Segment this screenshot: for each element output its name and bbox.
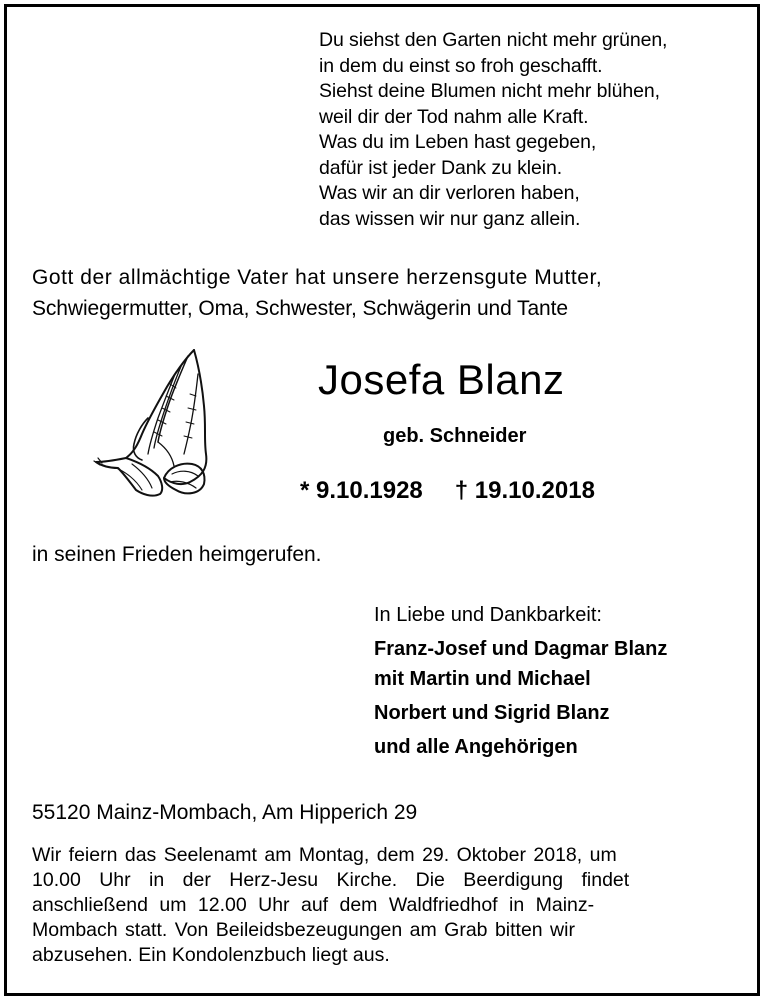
mourners <box>374 600 734 762</box>
intro-line-1: Gott der allmächtige Vater hat unsere herzensgute Mutter, <box>32 266 603 289</box>
deceased-name: Josefa Blanz <box>318 356 565 403</box>
poem-line: Was du im Leben hast gegeben, <box>319 131 597 153</box>
mourners-heading: In Liebe und Dankbarkeit: <box>374 604 602 626</box>
mourner-line: Franz-Josef und Dagmar Blanz <box>374 638 668 660</box>
intro-line-2: Schwiegermutter, Oma, Schwester, Schwägerin und Tante <box>32 297 568 320</box>
poem-line: das wissen wir nur ganz allein. <box>319 207 581 230</box>
poem-line: weil dir der Tod nahm alle Kraft. <box>319 105 589 128</box>
service-line: Mombach statt. Von Beileidsbezeugungen am Grab bitten wir <box>32 919 575 941</box>
poem-line: Du siehst den Garten nicht mehr grünen, <box>319 29 668 51</box>
birth-name: geb. Schneider <box>383 425 527 447</box>
service-line: 10.00 Uhr in der Herz-Jesu Kirche. Die Beerdigung findet <box>32 869 630 891</box>
mourner-line: mit Martin und Michael <box>374 668 591 690</box>
mourner-line: und alle Angehörigen <box>374 736 578 758</box>
mourner-line: Norbert und Sigrid Blanz <box>374 702 610 724</box>
poem-line: Siehst deine Blumen nicht mehr blühen, <box>319 80 660 102</box>
service-line: anschließend um 12.00 Uhr auf dem Waldfriedhof in Mainz- <box>32 894 595 916</box>
poem-line: dafür ist jeder Dank zu klein. <box>319 156 563 179</box>
address: 55120 Mainz-Mombach, Am Hipperich 29 <box>32 801 418 824</box>
life-dates <box>300 474 595 508</box>
service-info <box>32 843 728 968</box>
poem-line: in dem du einst so froh geschafft. <box>319 54 603 77</box>
poem <box>319 28 739 232</box>
death-date: † 19.10.2018 <box>454 477 595 504</box>
praying-hands-icon <box>86 344 216 506</box>
birth-date: * 9.10.1928 <box>300 477 423 504</box>
peace-text: in seinen Frieden heimgerufen. <box>32 543 322 566</box>
service-line: Wir feiern das Seelenamt am Montag, dem 29. Oktober 2018, um <box>32 844 617 866</box>
poem-line: Was wir an dir verloren haben, <box>319 182 580 204</box>
intro-text <box>32 262 720 324</box>
service-line: abzusehen. Ein Kondolenzbuch liegt aus. <box>32 944 390 966</box>
